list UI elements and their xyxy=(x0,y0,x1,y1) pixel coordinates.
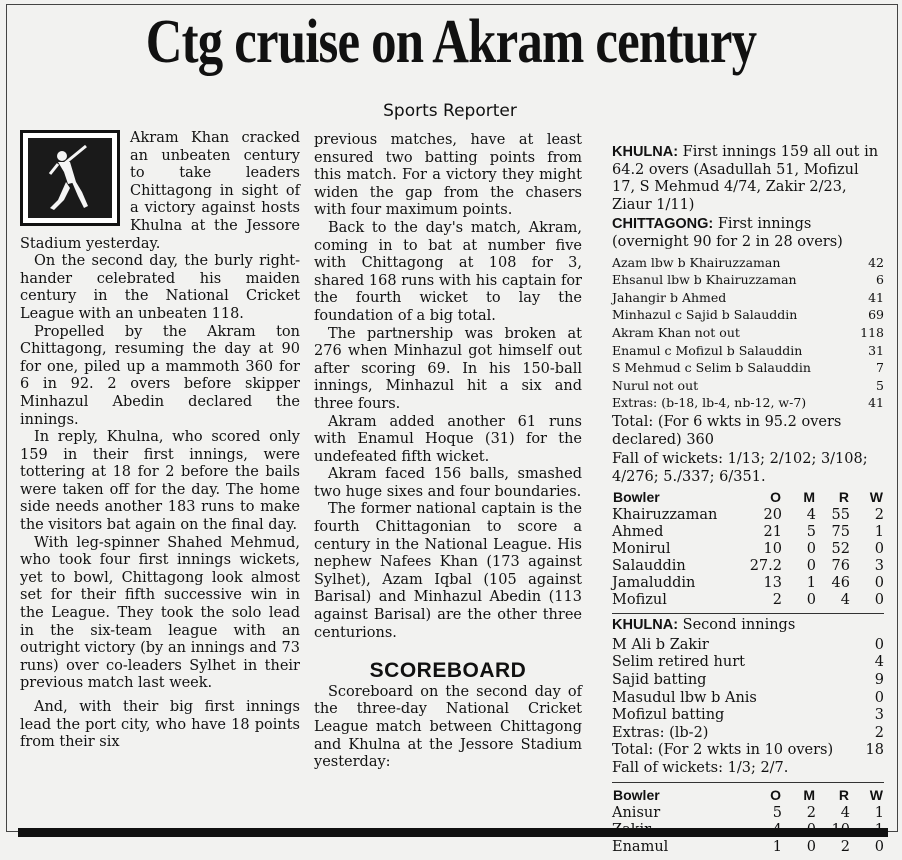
batsman-runs: 3 xyxy=(874,707,884,724)
bowling-figure: 0 xyxy=(806,558,816,575)
paragraph: Back to the day's match, Akram, coming in to bat at number five with Chittagong at 108 for 3, shared 168 runs with his captain for the fourth wicket to lay the foundation of a big total. xyxy=(314,219,582,324)
bowling-row xyxy=(612,558,884,575)
bowling-figure: 0 xyxy=(874,592,884,609)
batsman-name: Enamul c Mofizul b Salauddin xyxy=(612,342,803,358)
bowling-figure: 46 xyxy=(831,575,850,592)
paragraph: The former national captain is the fourth Chittagonian to score a century in the National League. His nephew Nafees Khan (173 against Sylhet), Azam Iqbal (105 against Barisal) and Minhazul Abedin (113 against Barisal) are the other three centurions. xyxy=(314,501,582,641)
chittagong-first-innings xyxy=(612,216,884,251)
batting-row xyxy=(612,342,884,360)
batting-row xyxy=(612,289,884,307)
bowling-row xyxy=(612,839,884,856)
batsman-name: Azam lbw b Khairuzzaman xyxy=(612,254,781,270)
bowling-figure: 1 xyxy=(874,524,884,541)
batsman-name: Sajid batting xyxy=(612,672,707,689)
bowling-figure: 2 xyxy=(840,838,850,855)
column-header: Bowler xyxy=(613,489,660,506)
batting-row xyxy=(612,690,884,708)
paragraph: Propelled by the Akram ton Chittagong, resuming the day at 90 for one, piled up a mammoth 360 for 6 in 92. 2 overs before skipper Minhazul Abedin declared the innings. xyxy=(20,323,300,428)
bowling-figure: 55 xyxy=(831,507,850,524)
bowling-figure: 75 xyxy=(831,524,850,541)
batsman-runs: 18 xyxy=(865,742,884,759)
byline: Sports Reporter xyxy=(383,101,517,121)
bowling-row xyxy=(612,541,884,558)
bowling-figure: 0 xyxy=(874,575,884,592)
bowling-figure: 3 xyxy=(874,558,884,575)
batsman-runs: 41 xyxy=(868,289,884,305)
bowling-figure: 2 xyxy=(806,804,816,821)
bowling-figure: 1 xyxy=(806,575,816,592)
batting-row xyxy=(612,654,884,672)
innings-summary: First innings 159 all out in 64.2 overs (Asadullah 51, Mofizul 17, S Mehmud 4/74, Zakir 2/23, Ziaur 1/11) xyxy=(612,144,879,213)
bowling-figure: 10 xyxy=(763,541,782,558)
bowling-figure: 5 xyxy=(806,524,816,541)
innings-summary: First innings (overnight 90 for 2 in 28 overs) xyxy=(612,216,843,250)
bowler-name: Salauddin xyxy=(612,558,686,575)
bowling-figure: 52 xyxy=(831,541,850,558)
batsman-name: Mofizul batting xyxy=(612,707,725,724)
bowling-figure: 2 xyxy=(772,592,782,609)
bowler-name: Monirul xyxy=(612,541,671,558)
bowling-figure: 27.2 xyxy=(749,558,782,575)
batsman-name: Jahangir b Ahmed xyxy=(612,289,727,305)
bowling-row xyxy=(612,592,884,609)
paragraph: Akram Khan cracked an unbeaten century to take leaders Chittagong in sight of a victory against hosts Khulna at the Jessore Stadium yesterday. xyxy=(20,130,300,252)
cricketer-photo xyxy=(20,130,120,226)
chittagong-fall-of-wickets: Fall of wickets: 1/13; 2/102; 3/108; 4/276; 5./337; 6/351. xyxy=(612,451,868,485)
bowling-figure: 2 xyxy=(874,507,884,524)
batsman-name: Akram Khan not out xyxy=(612,324,740,340)
khulna-bowling-table xyxy=(612,488,884,609)
batsman-name: Selim retired hurt xyxy=(612,654,745,671)
bowling-figure: 21 xyxy=(763,524,782,541)
headline: Ctg cruise on Akram century xyxy=(145,8,757,76)
batting-row xyxy=(612,359,884,377)
batsman-runs: 31 xyxy=(868,342,884,358)
team-label: CHITTAGONG: xyxy=(612,216,714,233)
bowling-row xyxy=(612,805,884,822)
batsman-runs: 0 xyxy=(874,636,884,653)
batting-row xyxy=(612,742,884,760)
khulna-fall-of-wickets: Fall of wickets: 1/3; 2/7. xyxy=(612,760,789,777)
bowler-name: Anisur xyxy=(612,804,661,821)
bowling-row xyxy=(612,524,884,541)
batting-row xyxy=(612,324,884,342)
chittagong-total: Total: (For 6 wkts in 95.2 overs declared) 360 xyxy=(612,413,842,448)
bowling-figure: 0 xyxy=(806,541,816,558)
bowling-row xyxy=(612,507,884,524)
bowling-figure: 1 xyxy=(874,804,884,821)
batting-row xyxy=(612,672,884,690)
bowler-name: Khairuzzaman xyxy=(612,507,718,524)
bowling-figure: 4 xyxy=(840,804,850,821)
innings-summary: Second innings xyxy=(682,617,796,634)
paragraph: The partnership was broken at 276 when Minhazul got himself out after scoring 69. In his 150-ball innings, Minhazul hit a six and three fours. xyxy=(314,325,582,412)
batsman-name: Minhazul c Sajid b Salauddin xyxy=(612,307,798,323)
column-header: W xyxy=(869,786,883,803)
khulna-batting-list xyxy=(612,637,884,760)
bowling-figure: 4 xyxy=(840,592,850,609)
bowler-name: Jamaluddin xyxy=(612,575,696,592)
batting-row xyxy=(612,306,884,324)
column-header: W xyxy=(869,489,883,506)
batsman-name: Total: (For 2 wkts in 10 overs) xyxy=(612,742,834,759)
batsman-runs: 118 xyxy=(860,324,884,340)
bowling-row xyxy=(612,575,884,592)
column-header: M xyxy=(803,489,815,506)
article-column-2 xyxy=(314,132,582,772)
batsman-name: M Ali b Zakir xyxy=(612,636,709,653)
batsman-runs: 2 xyxy=(874,724,884,741)
batsman-name: Extras: (b-18, lb-4, nb-12, w-7) xyxy=(612,395,807,411)
team-label: KHULNA: xyxy=(612,617,679,634)
paragraph: Akram faced 156 balls, smashed two huge sixes and four boundaries. xyxy=(314,466,582,500)
column-header: O xyxy=(770,786,781,803)
batsman-name: S Mehmud c Selim b Salauddin xyxy=(612,360,811,376)
bowling-figure: 0 xyxy=(806,592,816,609)
bowling-figure: 20 xyxy=(763,507,782,524)
divider xyxy=(612,782,884,783)
batsman-runs: 7 xyxy=(876,360,884,376)
batsman-runs: 0 xyxy=(874,689,884,706)
khulna-second-innings xyxy=(612,617,884,635)
batsman-icon xyxy=(28,138,112,218)
bowling-figure: 13 xyxy=(763,575,782,592)
column-header: O xyxy=(770,489,781,506)
column-header: M xyxy=(803,786,815,803)
batting-row xyxy=(612,637,884,655)
bowling-figure: 0 xyxy=(874,838,884,855)
batsman-name: Ehsanul lbw b Khairuzzaman xyxy=(612,272,797,288)
bowler-name: Mofizul xyxy=(612,592,667,609)
bowling-figure: 0 xyxy=(806,838,816,855)
bottom-border xyxy=(18,828,888,837)
batting-row xyxy=(612,377,884,395)
batting-row xyxy=(612,394,884,412)
article-column-1 xyxy=(20,130,300,752)
column-header: Bowler xyxy=(613,786,660,803)
bowler-name: Enamul xyxy=(612,838,669,855)
batting-row xyxy=(612,707,884,725)
column-header: R xyxy=(838,786,849,803)
batsman-runs: 9 xyxy=(874,672,884,689)
bowling-figure: 0 xyxy=(874,541,884,558)
batting-row xyxy=(612,254,884,272)
paragraph: previous matches, have at least ensured two batting points from this match. For a victory they might widen the gap from the chasers with four maximum points. xyxy=(314,132,582,219)
column-header: R xyxy=(838,489,849,506)
batsman-name: Nurul not out xyxy=(612,377,699,393)
team-label: KHULNA: xyxy=(612,144,679,160)
paragraph: Akram added another 61 runs with Enamul Hoque (31) for the undefeated fifth wicket. xyxy=(314,413,582,465)
batsman-runs: 69 xyxy=(868,307,884,323)
batsman-name: Extras: (lb-2) xyxy=(612,724,709,741)
bowling-figure: 4 xyxy=(806,507,816,524)
paragraph: In reply, Khulna, who scored only 159 in their first innings, were tottering at 18 for 2 before the bails were taken off for the day. The home side needs another 183 runs to make the visitors bat again on the final day. xyxy=(20,429,300,534)
chittagong-bowling-table xyxy=(612,786,884,856)
paragraph: And, with their big first innings lead the port city, who have 18 points from their six xyxy=(20,699,300,751)
chittagong-batting-list xyxy=(612,254,884,412)
bowler-name: Ahmed xyxy=(612,524,664,541)
paragraph: With leg-spinner Shahed Mehmud, who took four first innings wickets, yet to bowl, Chittagong look almost set for their fifth successive win in the League. They took the solo lead in the six-team league with an outright victory (by an innings and 73 runs) over co-leaders Sylhet in their previous match last week. xyxy=(20,534,300,692)
bowling-figure: 5 xyxy=(772,804,782,821)
batsman-name: Masudul lbw b Anis xyxy=(612,689,757,706)
batsman-runs: 41 xyxy=(868,395,884,411)
bowling-figure: 76 xyxy=(831,558,850,575)
batsman-runs: 5 xyxy=(876,377,884,393)
batsman-runs: 6 xyxy=(876,272,884,288)
khulna-first-innings xyxy=(612,144,884,214)
batting-row xyxy=(612,725,884,743)
batsman-runs: 42 xyxy=(868,254,884,270)
divider xyxy=(612,613,884,614)
scoreboard-intro: Scoreboard on the second day of the three-day National Cricket League match between Chittagong and Khulna at the Jessore Stadium yesterday: xyxy=(314,683,582,771)
batsman-runs: 4 xyxy=(874,654,884,671)
bowling-figure: 1 xyxy=(772,838,782,855)
batting-row xyxy=(612,271,884,289)
paragraph: On the second day, the burly right-hander celebrated his maiden century in the National Cricket League with an unbeaten 118. xyxy=(20,253,300,322)
scoreboard-column xyxy=(612,144,884,860)
scoreboard-heading: SCOREBOARD xyxy=(369,659,527,683)
